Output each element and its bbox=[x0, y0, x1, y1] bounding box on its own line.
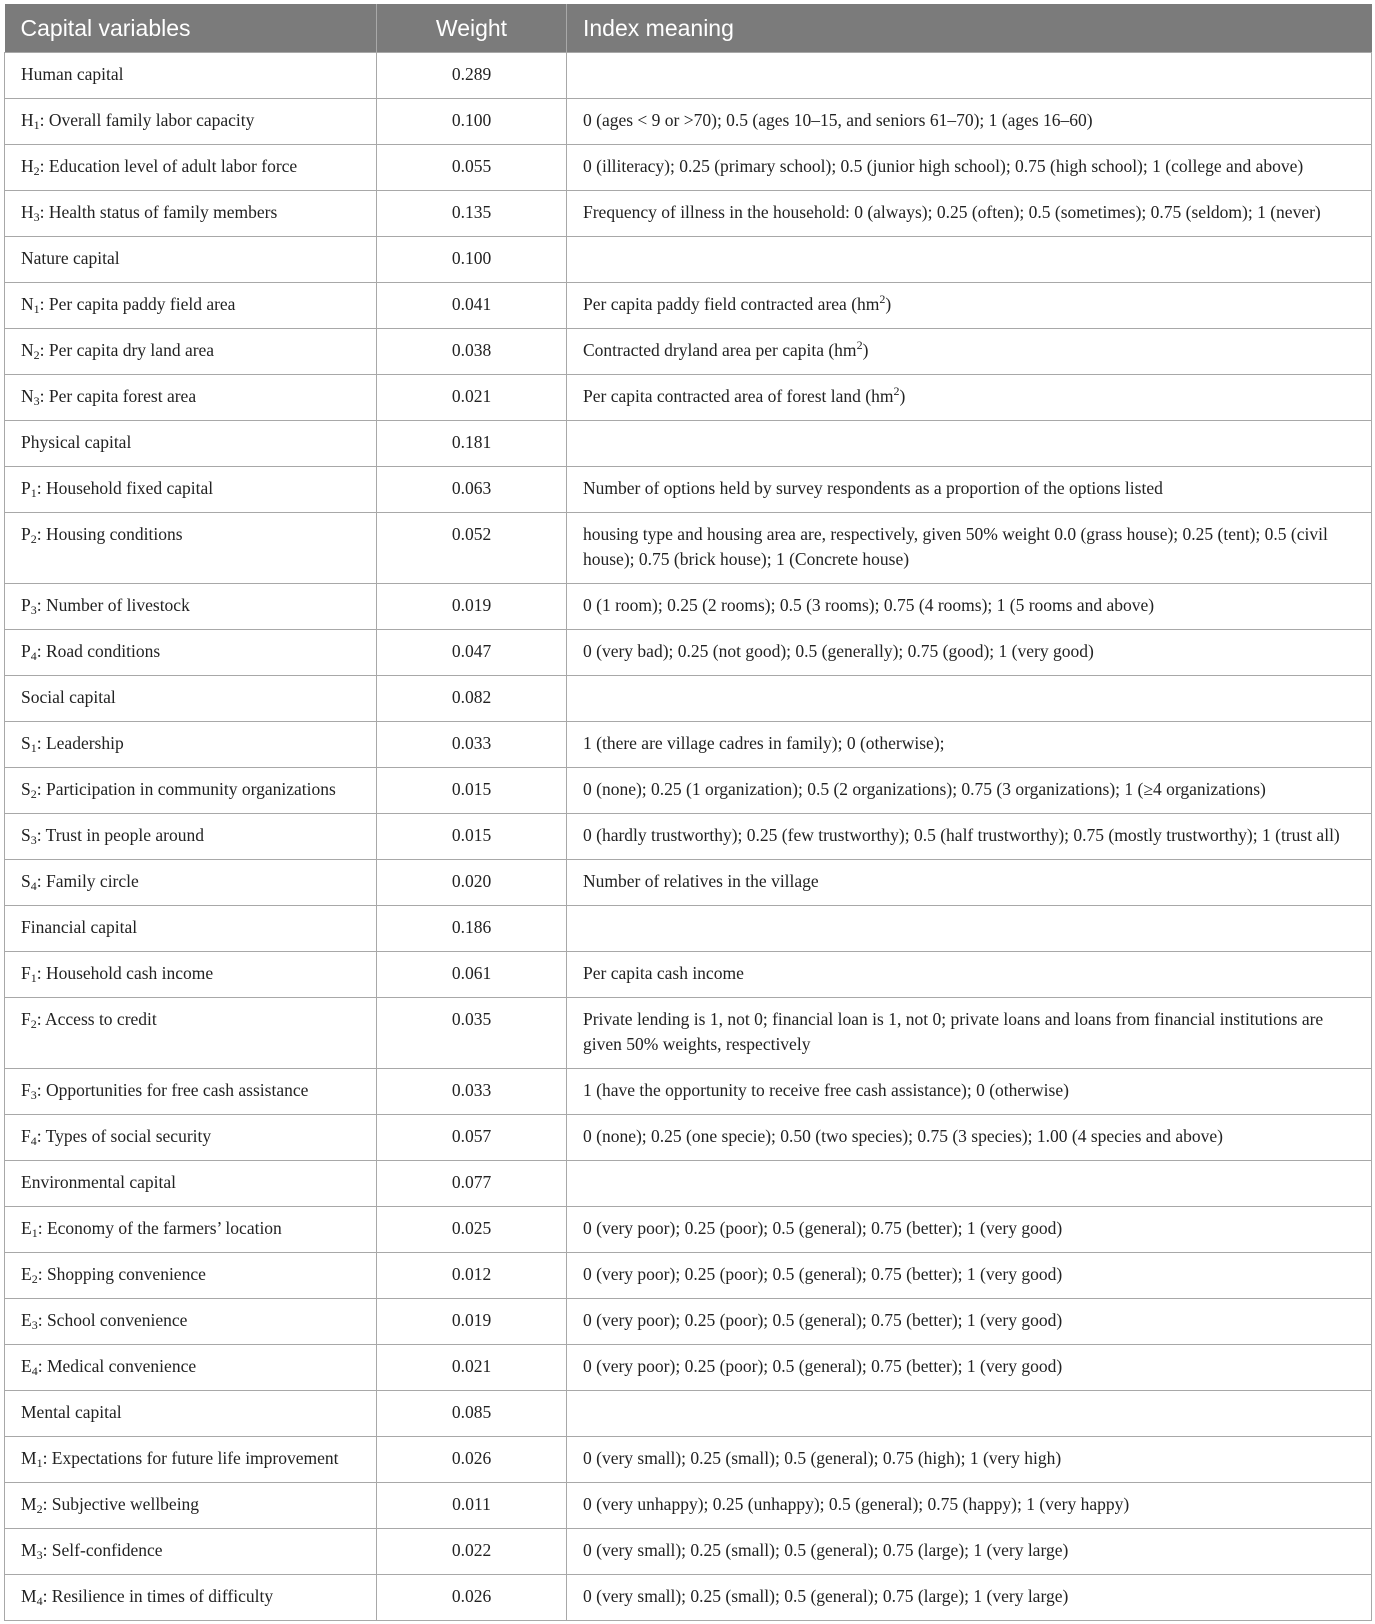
index-meaning-cell bbox=[567, 283, 1372, 329]
capital-variable-cell bbox=[5, 53, 377, 99]
header-index-meaning: Index meaning bbox=[567, 4, 1372, 53]
variable-code: S bbox=[21, 871, 31, 891]
variable-code: S bbox=[21, 825, 31, 845]
index-meaning-suffix: ) bbox=[899, 386, 906, 406]
index-meaning-text: Contracted dryland area per capita (hm bbox=[583, 340, 857, 360]
unit-superscript: 2 bbox=[893, 384, 900, 398]
index-meaning-cell bbox=[567, 1575, 1372, 1621]
capital-variable-cell bbox=[5, 1345, 377, 1391]
variable-code: S bbox=[21, 779, 31, 799]
variable-code: M bbox=[21, 1586, 37, 1606]
weight-cell: 0.047 bbox=[377, 630, 567, 676]
capital-variable-cell bbox=[5, 1391, 377, 1437]
variable-subscript: 2 bbox=[36, 1502, 43, 1516]
variable-name: : Housing conditions bbox=[36, 524, 183, 544]
index-meaning-text: housing type and housing area are, respectively, given 50% weight 0.0 (grass house); 0.25 (tent); 0.5 (civil house); 0.75 (brick house); 1 (Concrete house) bbox=[583, 524, 1328, 569]
weight-cell: 0.022 bbox=[377, 1529, 567, 1575]
index-meaning-text: 1 (have the opportunity to receive free cash assistance); 0 (otherwise) bbox=[583, 1080, 1069, 1100]
weight-cell: 0.015 bbox=[377, 814, 567, 860]
weight-cell: 0.289 bbox=[377, 53, 567, 99]
table-row bbox=[5, 237, 1372, 283]
variable-subscript: 3 bbox=[30, 603, 37, 617]
variable-subscript: 1 bbox=[30, 486, 37, 500]
variable-code: E bbox=[21, 1264, 32, 1284]
index-meaning-text: 1 (there are village cadres in family); 0 (otherwise); bbox=[583, 733, 945, 753]
variable-code: E bbox=[21, 1356, 32, 1376]
table-row bbox=[5, 630, 1372, 676]
capital-variable-cell bbox=[5, 1115, 377, 1161]
variable-name: : Economy of the farmers’ location bbox=[37, 1218, 282, 1238]
table-row bbox=[5, 584, 1372, 630]
capital-variable-cell bbox=[5, 237, 377, 283]
index-meaning-cell bbox=[567, 421, 1372, 467]
index-meaning-text: 0 (very small); 0.25 (small); 0.5 (general); 0.75 (large); 1 (very large) bbox=[583, 1540, 1069, 1560]
table-header bbox=[5, 4, 1372, 53]
index-meaning-text: Per capita cash income bbox=[583, 963, 744, 983]
weight-cell: 0.011 bbox=[377, 1483, 567, 1529]
weight-cell: 0.026 bbox=[377, 1575, 567, 1621]
variable-code: Mental capital bbox=[21, 1402, 122, 1422]
capital-variable-cell bbox=[5, 99, 377, 145]
variable-name: : Education level of adult labor force bbox=[39, 156, 298, 176]
capital-variable-cell bbox=[5, 1069, 377, 1115]
table-row bbox=[5, 467, 1372, 513]
variable-name: : Per capita dry land area bbox=[39, 340, 215, 360]
variable-code: P bbox=[21, 641, 31, 661]
variable-name: : Number of livestock bbox=[36, 595, 190, 615]
weight-cell: 0.063 bbox=[377, 467, 567, 513]
capital-variables-table bbox=[4, 4, 1372, 1621]
variable-code: M bbox=[21, 1494, 37, 1514]
variable-code: P bbox=[21, 524, 31, 544]
variable-subscript: 3 bbox=[31, 1318, 38, 1332]
index-meaning-cell bbox=[567, 191, 1372, 237]
variable-code: S bbox=[21, 733, 31, 753]
index-meaning-cell bbox=[567, 1391, 1372, 1437]
weight-cell: 0.019 bbox=[377, 584, 567, 630]
index-meaning-text: 0 (very poor); 0.25 (poor); 0.5 (general); 0.75 (better); 1 (very good) bbox=[583, 1356, 1063, 1376]
header-capital-variables: Capital variables bbox=[5, 4, 377, 53]
capital-variable-cell bbox=[5, 1299, 377, 1345]
table-row bbox=[5, 329, 1372, 375]
table-row bbox=[5, 768, 1372, 814]
capital-variable-cell bbox=[5, 513, 377, 584]
variable-code: Human capital bbox=[21, 64, 124, 84]
index-meaning-text: 0 (very poor); 0.25 (poor); 0.5 (general); 0.75 (better); 1 (very good) bbox=[583, 1264, 1063, 1284]
capital-variables-table-container bbox=[4, 4, 1371, 1621]
variable-name: : Household cash income bbox=[36, 963, 214, 983]
index-meaning-cell bbox=[567, 53, 1372, 99]
weight-cell: 0.057 bbox=[377, 1115, 567, 1161]
header-weight: Weight bbox=[377, 4, 567, 53]
variable-subscript: 1 bbox=[31, 1226, 38, 1240]
index-meaning-cell bbox=[567, 906, 1372, 952]
variable-subscript: 2 bbox=[31, 1272, 38, 1286]
variable-subscript: 3 bbox=[33, 210, 40, 224]
table-row bbox=[5, 145, 1372, 191]
capital-variable-cell bbox=[5, 145, 377, 191]
capital-variable-cell bbox=[5, 676, 377, 722]
variable-subscript: 3 bbox=[33, 394, 40, 408]
variable-code: F bbox=[21, 963, 31, 983]
variable-code: Financial capital bbox=[21, 917, 138, 937]
index-meaning-text: 0 (1 room); 0.25 (2 rooms); 0.5 (3 rooms); 0.75 (4 rooms); 1 (5 rooms and above) bbox=[583, 595, 1155, 615]
index-meaning-text: 0 (very poor); 0.25 (poor); 0.5 (general); 0.75 (better); 1 (very good) bbox=[583, 1218, 1063, 1238]
capital-variable-cell bbox=[5, 283, 377, 329]
variable-name: : Leadership bbox=[36, 733, 124, 753]
weight-cell: 0.082 bbox=[377, 676, 567, 722]
variable-subscript: 4 bbox=[31, 1364, 38, 1378]
index-meaning-text: 0 (illiteracy); 0.25 (primary school); 0.5 (junior high school); 0.75 (high school); 1 (college and above) bbox=[583, 156, 1304, 176]
index-meaning-text: 0 (very bad); 0.25 (not good); 0.5 (generally); 0.75 (good); 1 (very good) bbox=[583, 641, 1094, 661]
variable-code: H bbox=[21, 202, 34, 222]
index-meaning-suffix: ) bbox=[862, 340, 869, 360]
index-meaning-text: Number of options held by survey respondents as a proportion of the options listed bbox=[583, 478, 1163, 498]
variable-code: N bbox=[21, 386, 34, 406]
variable-code: F bbox=[21, 1126, 31, 1146]
index-meaning-cell bbox=[567, 1483, 1372, 1529]
weight-cell: 0.186 bbox=[377, 906, 567, 952]
index-meaning-cell bbox=[567, 237, 1372, 283]
variable-subscript: 1 bbox=[30, 971, 37, 985]
variable-code: N bbox=[21, 294, 34, 314]
index-meaning-text: 0 (very small); 0.25 (small); 0.5 (general); 0.75 (high); 1 (very high) bbox=[583, 1448, 1062, 1468]
variable-code: Social capital bbox=[21, 687, 116, 707]
variable-code: M bbox=[21, 1448, 37, 1468]
capital-variable-cell bbox=[5, 375, 377, 421]
capital-variable-cell bbox=[5, 1207, 377, 1253]
index-meaning-text: Frequency of illness in the household: 0 (always); 0.25 (often); 0.5 (sometimes); 0.75 (seldom); 1 (never) bbox=[583, 202, 1321, 222]
table-row bbox=[5, 1575, 1372, 1621]
unit-superscript: 2 bbox=[879, 292, 886, 306]
variable-name: : Participation in community organizations bbox=[36, 779, 336, 799]
index-meaning-cell bbox=[567, 329, 1372, 375]
index-meaning-cell bbox=[567, 1115, 1372, 1161]
variable-subscript: 2 bbox=[30, 532, 37, 546]
capital-variable-cell bbox=[5, 1529, 377, 1575]
table-row bbox=[5, 1299, 1372, 1345]
weight-cell: 0.019 bbox=[377, 1299, 567, 1345]
index-meaning-cell bbox=[567, 814, 1372, 860]
capital-variable-cell bbox=[5, 191, 377, 237]
index-meaning-cell bbox=[567, 998, 1372, 1069]
weight-cell: 0.077 bbox=[377, 1161, 567, 1207]
table-row bbox=[5, 513, 1372, 584]
table-row bbox=[5, 421, 1372, 467]
variable-subscript: 3 bbox=[36, 1548, 43, 1562]
capital-variable-cell bbox=[5, 467, 377, 513]
capital-variable-cell bbox=[5, 1161, 377, 1207]
variable-code: E bbox=[21, 1218, 32, 1238]
index-meaning-cell bbox=[567, 467, 1372, 513]
index-meaning-cell bbox=[567, 1253, 1372, 1299]
index-meaning-text: Per capita paddy field contracted area (hm bbox=[583, 294, 880, 314]
variable-subscript: 4 bbox=[30, 649, 37, 663]
index-meaning-text: 0 (very unhappy); 0.25 (unhappy); 0.5 (general); 0.75 (happy); 1 (very happy) bbox=[583, 1494, 1130, 1514]
weight-cell: 0.021 bbox=[377, 375, 567, 421]
index-meaning-cell bbox=[567, 860, 1372, 906]
variable-subscript: 1 bbox=[30, 741, 37, 755]
weight-cell: 0.055 bbox=[377, 145, 567, 191]
variable-name: : Per capita paddy field area bbox=[39, 294, 236, 314]
table-row bbox=[5, 1161, 1372, 1207]
capital-variable-cell bbox=[5, 584, 377, 630]
variable-subscript: 4 bbox=[36, 1594, 43, 1608]
index-meaning-text: 0 (very poor); 0.25 (poor); 0.5 (general); 0.75 (better); 1 (very good) bbox=[583, 1310, 1063, 1330]
capital-variable-cell bbox=[5, 814, 377, 860]
variable-code: Environmental capital bbox=[21, 1172, 177, 1192]
capital-variable-cell bbox=[5, 421, 377, 467]
variable-subscript: 4 bbox=[30, 1134, 37, 1148]
capital-variable-cell bbox=[5, 1575, 377, 1621]
table-row bbox=[5, 814, 1372, 860]
variable-code: Physical capital bbox=[21, 432, 132, 452]
variable-code: N bbox=[21, 340, 34, 360]
variable-code: E bbox=[21, 1310, 32, 1330]
unit-superscript: 2 bbox=[856, 338, 863, 352]
table-row bbox=[5, 1345, 1372, 1391]
variable-code: Nature capital bbox=[21, 248, 120, 268]
index-meaning-cell bbox=[567, 1345, 1372, 1391]
index-meaning-text: Per capita contracted area of forest land (hm bbox=[583, 386, 894, 406]
index-meaning-text: Private lending is 1, not 0; financial loan is 1, not 0; private loans and loans from financial institutions are given 50% weights, respectively bbox=[583, 1009, 1324, 1054]
table-row bbox=[5, 375, 1372, 421]
weight-cell: 0.100 bbox=[377, 237, 567, 283]
variable-subscript: 3 bbox=[30, 1088, 37, 1102]
variable-name: : Resilience in times of difficulty bbox=[42, 1586, 274, 1606]
variable-subscript: 2 bbox=[33, 164, 40, 178]
table-row bbox=[5, 998, 1372, 1069]
variable-subscript: 2 bbox=[30, 787, 37, 801]
variable-subscript: 1 bbox=[36, 1456, 43, 1470]
table-row bbox=[5, 722, 1372, 768]
variable-subscript: 1 bbox=[33, 118, 40, 132]
variable-subscript: 1 bbox=[33, 302, 40, 316]
variable-name: : Per capita forest area bbox=[39, 386, 197, 406]
table-row bbox=[5, 860, 1372, 906]
table-row bbox=[5, 906, 1372, 952]
capital-variable-cell bbox=[5, 952, 377, 998]
variable-name: : Opportunities for free cash assistance bbox=[36, 1080, 309, 1100]
variable-subscript: 2 bbox=[33, 348, 40, 362]
index-meaning-cell bbox=[567, 676, 1372, 722]
index-meaning-cell bbox=[567, 513, 1372, 584]
index-meaning-cell bbox=[567, 1207, 1372, 1253]
index-meaning-cell bbox=[567, 99, 1372, 145]
table-row bbox=[5, 53, 1372, 99]
variable-code: F bbox=[21, 1009, 31, 1029]
weight-cell: 0.021 bbox=[377, 1345, 567, 1391]
variable-subscript: 4 bbox=[30, 879, 37, 893]
variable-subscript: 3 bbox=[30, 833, 37, 847]
table-row bbox=[5, 676, 1372, 722]
table-row bbox=[5, 1069, 1372, 1115]
variable-name: : Household fixed capital bbox=[36, 478, 214, 498]
table-row bbox=[5, 1437, 1372, 1483]
capital-variable-cell bbox=[5, 906, 377, 952]
index-meaning-cell bbox=[567, 145, 1372, 191]
variable-name: : Access to credit bbox=[36, 1009, 157, 1029]
variable-code: M bbox=[21, 1540, 37, 1560]
variable-code: H bbox=[21, 110, 34, 130]
capital-variable-cell bbox=[5, 329, 377, 375]
weight-cell: 0.100 bbox=[377, 99, 567, 145]
index-meaning-cell bbox=[567, 768, 1372, 814]
weight-cell: 0.020 bbox=[377, 860, 567, 906]
variable-name: : Types of social security bbox=[36, 1126, 212, 1146]
variable-code: P bbox=[21, 478, 31, 498]
capital-variable-cell bbox=[5, 722, 377, 768]
table-row bbox=[5, 99, 1372, 145]
capital-variable-cell bbox=[5, 1437, 377, 1483]
weight-cell: 0.012 bbox=[377, 1253, 567, 1299]
weight-cell: 0.033 bbox=[377, 722, 567, 768]
table-row bbox=[5, 1529, 1372, 1575]
weight-cell: 0.033 bbox=[377, 1069, 567, 1115]
index-meaning-cell bbox=[567, 1529, 1372, 1575]
table-row bbox=[5, 191, 1372, 237]
table-row bbox=[5, 1115, 1372, 1161]
variable-name: : Medical convenience bbox=[37, 1356, 197, 1376]
variable-name: : Subjective wellbeing bbox=[42, 1494, 200, 1514]
weight-cell: 0.035 bbox=[377, 998, 567, 1069]
index-meaning-cell bbox=[567, 630, 1372, 676]
variable-name: : Health status of family members bbox=[39, 202, 278, 222]
index-meaning-text: 0 (ages < 9 or >70); 0.5 (ages 10–15, and seniors 61–70); 1 (ages 16–60) bbox=[583, 110, 1093, 130]
index-meaning-suffix: ) bbox=[885, 294, 892, 314]
variable-name: : Shopping convenience bbox=[37, 1264, 206, 1284]
weight-cell: 0.038 bbox=[377, 329, 567, 375]
index-meaning-text: 0 (none); 0.25 (1 organization); 0.5 (2 organizations); 0.75 (3 organizations); 1 (≥4 organizations) bbox=[583, 779, 1266, 799]
header-row bbox=[5, 4, 1372, 53]
capital-variable-cell bbox=[5, 1253, 377, 1299]
index-meaning-cell bbox=[567, 952, 1372, 998]
index-meaning-cell bbox=[567, 722, 1372, 768]
table-row bbox=[5, 1253, 1372, 1299]
index-meaning-cell bbox=[567, 584, 1372, 630]
capital-variable-cell bbox=[5, 1483, 377, 1529]
table-row bbox=[5, 1207, 1372, 1253]
weight-cell: 0.026 bbox=[377, 1437, 567, 1483]
variable-name: : Trust in people around bbox=[36, 825, 204, 845]
index-meaning-cell bbox=[567, 375, 1372, 421]
variable-code: F bbox=[21, 1080, 31, 1100]
index-meaning-text: 0 (very small); 0.25 (small); 0.5 (general); 0.75 (large); 1 (very large) bbox=[583, 1586, 1069, 1606]
weight-cell: 0.052 bbox=[377, 513, 567, 584]
table-row bbox=[5, 952, 1372, 998]
index-meaning-text: Number of relatives in the village bbox=[583, 871, 819, 891]
weight-cell: 0.025 bbox=[377, 1207, 567, 1253]
index-meaning-cell bbox=[567, 1161, 1372, 1207]
weight-cell: 0.041 bbox=[377, 283, 567, 329]
variable-code: H bbox=[21, 156, 34, 176]
index-meaning-text: 0 (none); 0.25 (one specie); 0.50 (two species); 0.75 (3 species); 1.00 (4 species and above) bbox=[583, 1126, 1224, 1146]
variable-name: : Road conditions bbox=[36, 641, 161, 661]
weight-cell: 0.135 bbox=[377, 191, 567, 237]
weight-cell: 0.015 bbox=[377, 768, 567, 814]
table-body bbox=[5, 53, 1372, 1621]
capital-variable-cell bbox=[5, 768, 377, 814]
variable-subscript: 2 bbox=[30, 1017, 37, 1031]
variable-name: : Expectations for future life improvement bbox=[42, 1448, 339, 1468]
variable-code: P bbox=[21, 595, 31, 615]
capital-variable-cell bbox=[5, 860, 377, 906]
variable-name: : School convenience bbox=[37, 1310, 188, 1330]
variable-name: : Family circle bbox=[36, 871, 139, 891]
weight-cell: 0.061 bbox=[377, 952, 567, 998]
capital-variable-cell bbox=[5, 998, 377, 1069]
index-meaning-text: 0 (hardly trustworthy); 0.25 (few trustworthy); 0.5 (half trustworthy); 0.75 (mostly trustworthy); 1 (trust all) bbox=[583, 825, 1340, 845]
weight-cell: 0.085 bbox=[377, 1391, 567, 1437]
capital-variable-cell bbox=[5, 630, 377, 676]
variable-name: : Overall family labor capacity bbox=[39, 110, 255, 130]
index-meaning-cell bbox=[567, 1299, 1372, 1345]
table-row bbox=[5, 1391, 1372, 1437]
index-meaning-cell bbox=[567, 1437, 1372, 1483]
variable-name: : Self-confidence bbox=[42, 1540, 163, 1560]
index-meaning-cell bbox=[567, 1069, 1372, 1115]
table-row bbox=[5, 1483, 1372, 1529]
table-row bbox=[5, 283, 1372, 329]
weight-cell: 0.181 bbox=[377, 421, 567, 467]
